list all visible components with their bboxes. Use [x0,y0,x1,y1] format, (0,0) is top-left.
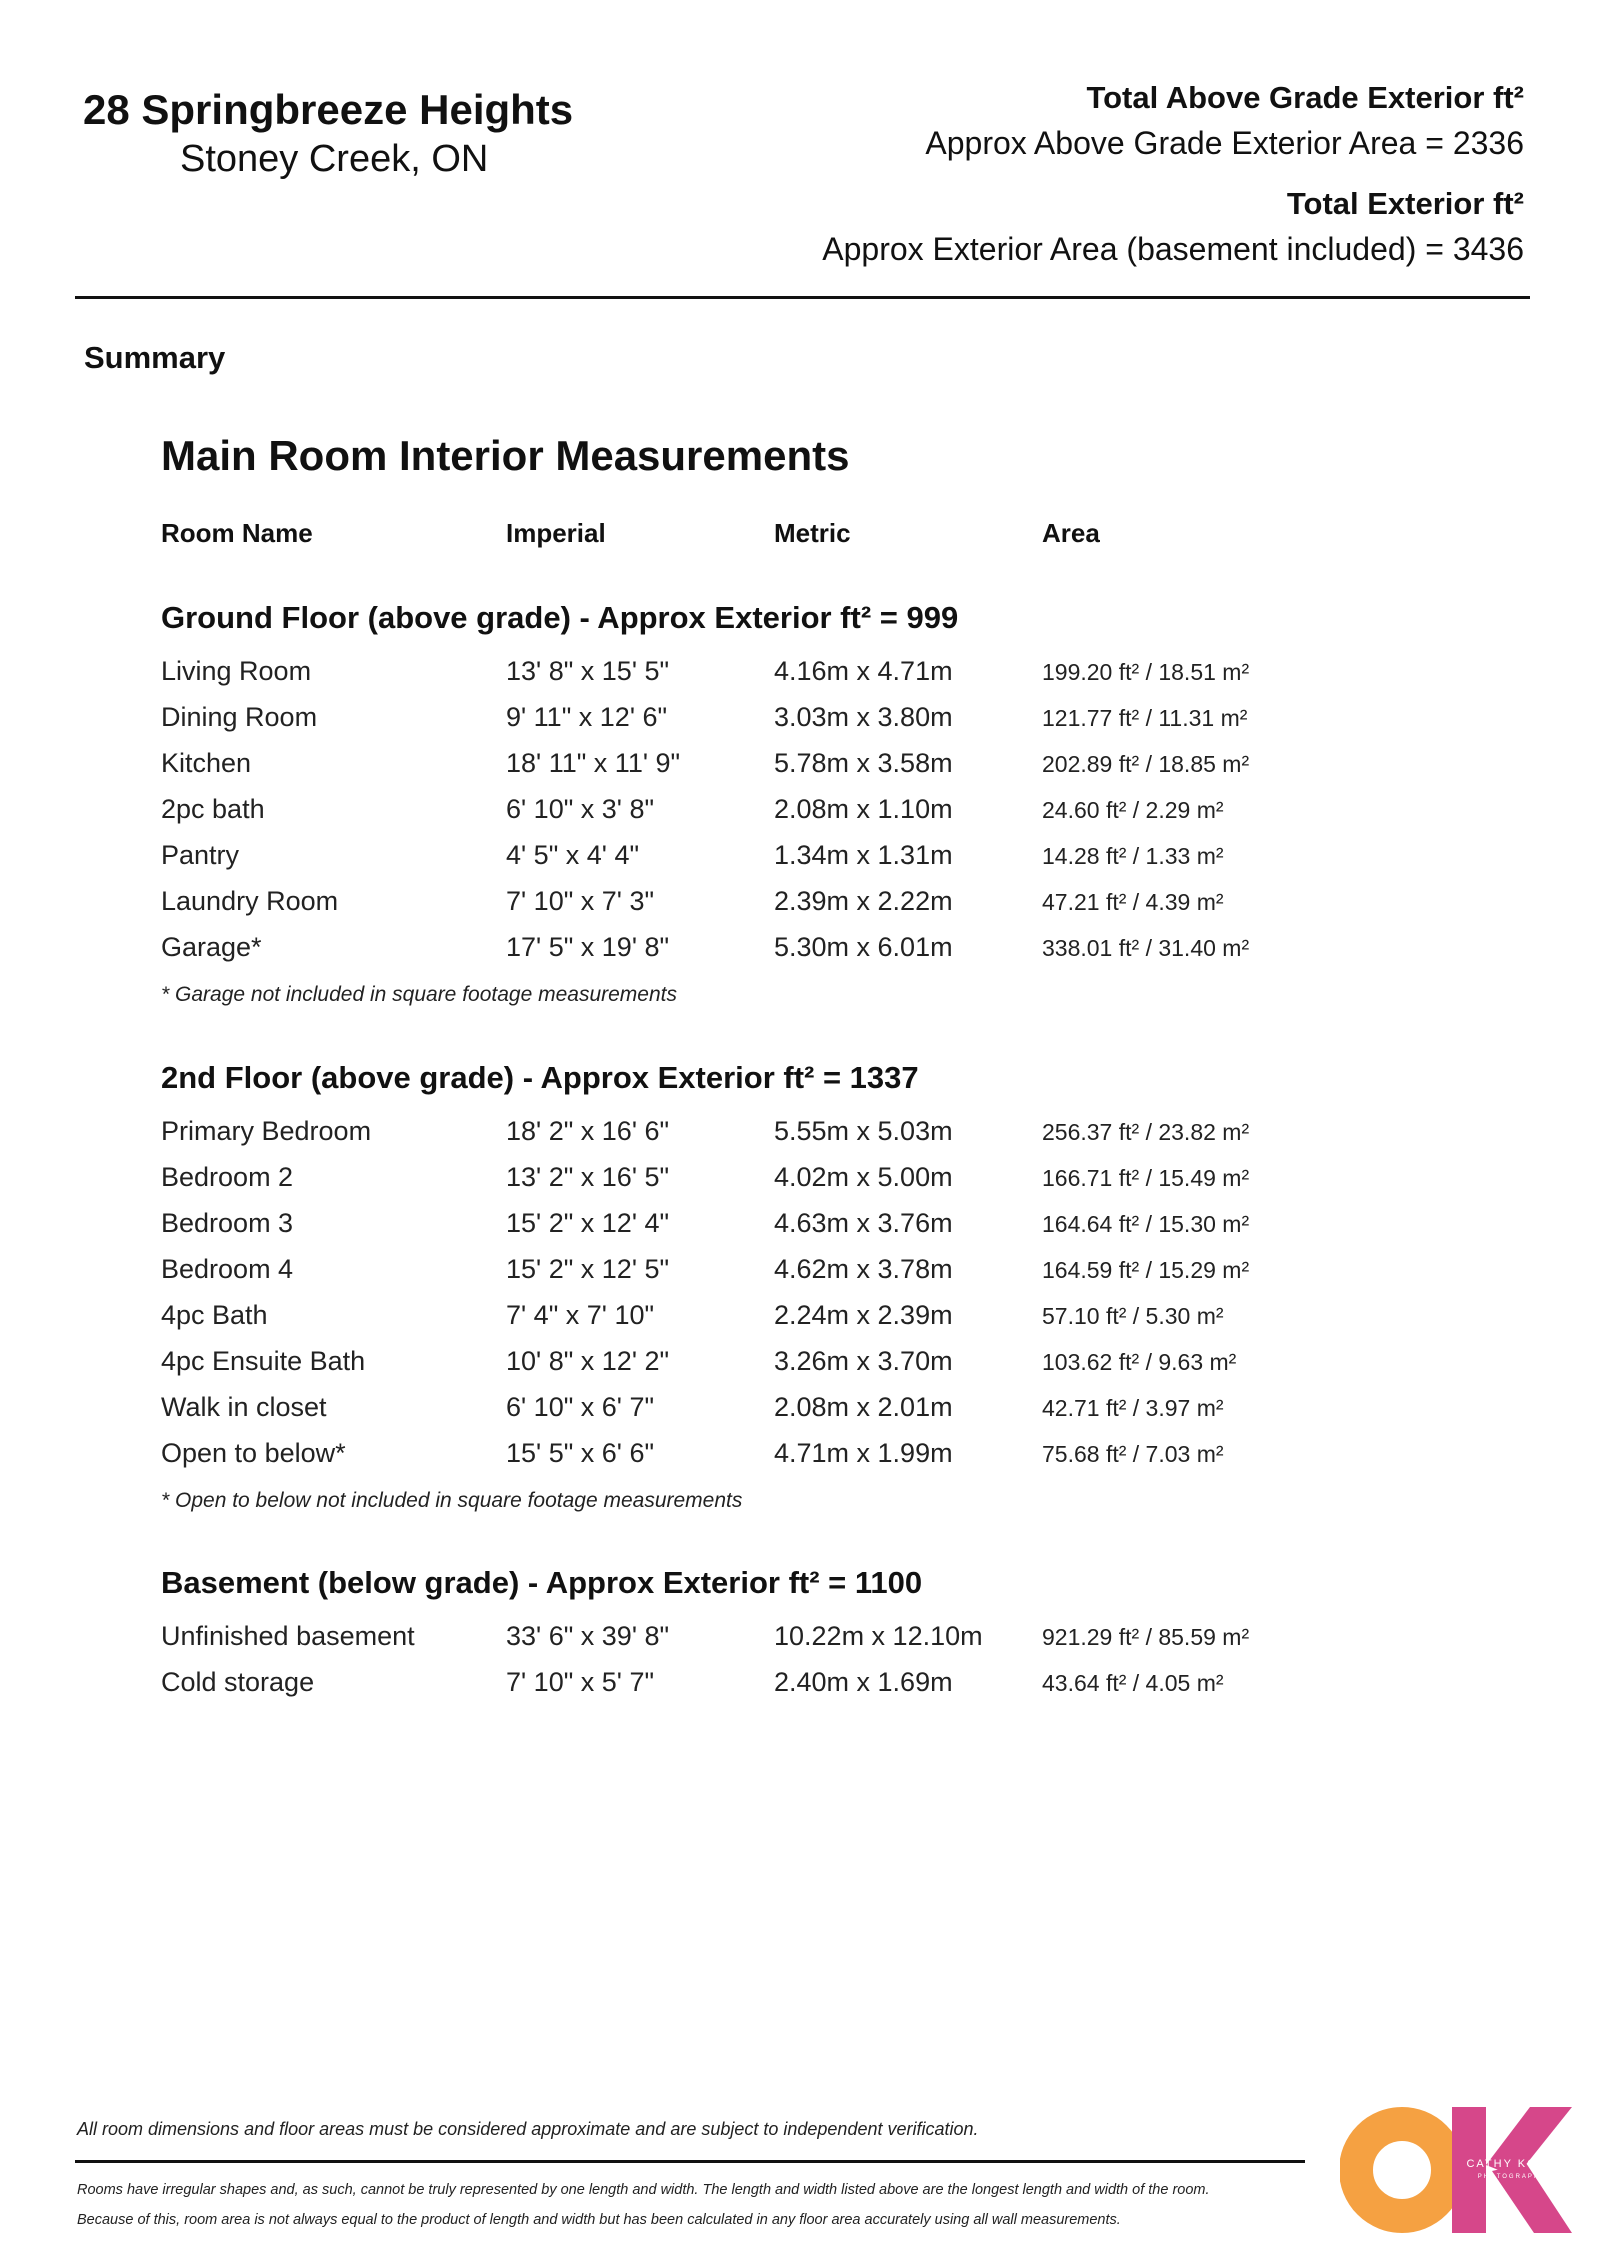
footer-divider [75,2160,1305,2163]
footer-disclaimer: All room dimensions and floor areas must be considered approximate and are subject to independent verification. [77,2119,979,2139]
logo-brand-sub: PHOTOGRAPHY [1477,2174,1547,2180]
footer-note-line-1: Rooms have irregular shapes and, as such, cannot be truly represented by one length and width. The length and width listed above are the longest length and width of the room. [77,2182,1210,2198]
room-imperial: 7' 10" x 7' 3" [506,886,655,916]
section-title: Ground Floor (above grade) - Approx Exterior ft² = 999 [161,600,959,635]
table-row [0,1254,1600,1294]
main-title: Main Room Interior Measurements [161,432,850,479]
table-row [0,794,1600,834]
room-area: 103.62 ft² / 9.63 m² [1042,1349,1237,1375]
room-area: 42.71 ft² / 3.97 m² [1042,1395,1224,1421]
room-area: 24.60 ft² / 2.29 m² [1042,797,1224,823]
table-row [0,1621,1600,1661]
room-metric: 4.71m x 1.99m [774,1438,953,1468]
col-header-area: Area [1042,518,1100,548]
table-row [0,702,1600,742]
table-row [0,1116,1600,1156]
section-title: 2nd Floor (above grade) - Approx Exterior ft² = 1337 [161,1060,919,1095]
room-name: Laundry Room [161,886,339,916]
room-imperial: 4' 5" x 4' 4" [506,840,640,870]
room-metric: 2.08m x 1.10m [774,794,953,824]
logo-letter-o [1356,2124,1448,2216]
room-imperial: 17' 5" x 19' 8" [506,932,670,962]
room-imperial: 7' 10" x 5' 7" [506,1667,655,1697]
room-name: Bedroom 4 [161,1254,294,1284]
table-row [0,1667,1600,1707]
room-metric: 2.40m x 1.69m [774,1667,953,1697]
room-imperial: 6' 10" x 6' 7" [506,1392,655,1422]
section-footnote: * Open to below not included in square footage measurements [161,1489,743,1512]
table-row [0,1346,1600,1386]
logo-brand-name: CATHY KOOP [1466,2158,1558,2170]
table-row [0,1300,1600,1340]
table-row [0,656,1600,696]
table-row [0,1162,1600,1202]
room-area: 338.01 ft² / 31.40 m² [1042,935,1250,961]
room-area: 57.10 ft² / 5.30 m² [1042,1303,1224,1329]
total-exterior-value: Approx Exterior Area (basement included) = 3436 [822,231,1524,267]
summary-label: Summary [84,340,226,375]
room-area: 43.64 ft² / 4.05 m² [1042,1670,1224,1696]
room-name: Open to below* [161,1438,346,1468]
room-imperial: 18' 11" x 11' 9" [506,748,681,778]
room-area: 121.77 ft² / 11.31 m² [1042,705,1248,731]
room-imperial: 15' 2" x 12' 5" [506,1254,670,1284]
room-imperial: 9' 11" x 12' 6" [506,702,668,732]
table-row [0,748,1600,788]
room-name: 4pc Ensuite Bath [161,1346,366,1376]
room-metric: 5.78m x 3.58m [774,748,953,778]
room-name: Kitchen [161,748,252,778]
col-header-imperial: Imperial [506,518,606,548]
above-grade-heading: Total Above Grade Exterior ft² [1086,80,1524,115]
section-footnote: * Garage not included in square footage measurements [161,983,677,1006]
room-imperial: 15' 2" x 12' 4" [506,1208,670,1238]
room-metric: 4.63m x 3.76m [774,1208,953,1238]
room-imperial: 6' 10" x 3' 8" [506,794,655,824]
room-metric: 4.16m x 4.71m [774,656,953,686]
col-header-room: Room Name [161,518,313,548]
room-name: Bedroom 2 [161,1162,294,1192]
room-metric: 5.30m x 6.01m [774,932,953,962]
room-name: 2pc bath [161,794,265,824]
table-row [0,932,1600,972]
room-area: 75.68 ft² / 7.03 m² [1042,1441,1224,1467]
room-imperial: 33' 6" x 39' 8" [506,1621,670,1651]
footer-note-line-2: Because of this, room area is not always equal to the product of length and width but has been calculated in any floor area accurately using all wall measurements. [77,2212,1121,2228]
room-area: 164.64 ft² / 15.30 m² [1042,1211,1250,1237]
room-area: 14.28 ft² / 1.33 m² [1042,843,1224,869]
room-name: Walk in closet [161,1392,327,1422]
table-row [0,886,1600,926]
brand-logo [1340,2105,1575,2235]
room-metric: 2.39m x 2.22m [774,886,953,916]
room-metric: 3.03m x 3.80m [774,702,953,732]
room-metric: 4.62m x 3.78m [774,1254,953,1284]
room-imperial: 13' 2" x 16' 5" [506,1162,670,1192]
room-imperial: 7' 4" x 7' 10" [506,1300,655,1330]
room-area: 256.37 ft² / 23.82 m² [1042,1119,1250,1145]
room-area: 202.89 ft² / 18.85 m² [1042,751,1250,777]
room-area: 199.20 ft² / 18.51 m² [1042,659,1250,685]
room-imperial: 18' 2" x 16' 6" [506,1116,670,1146]
room-metric: 10.22m x 12.10m [774,1621,983,1651]
header-divider [75,296,1530,299]
room-area: 166.71 ft² / 15.49 m² [1042,1165,1250,1191]
room-name: Cold storage [161,1667,315,1697]
address-city: Stoney Creek, ON [180,138,489,180]
table-row [0,1208,1600,1248]
room-metric: 2.24m x 2.39m [774,1300,953,1330]
above-grade-value: Approx Above Grade Exterior Area = 2336 [925,125,1524,161]
table-row [0,840,1600,880]
total-exterior-heading: Total Exterior ft² [1286,186,1524,221]
room-metric: 2.08m x 2.01m [774,1392,953,1422]
room-imperial: 15' 5" x 6' 6" [506,1438,655,1468]
logo-letter-k-stem [1452,2107,1486,2233]
address-title: 28 Springbreeze Heights [83,86,574,133]
room-imperial: 10' 8" x 12' 2" [506,1346,670,1376]
table-row [0,1438,1600,1478]
room-name: 4pc Bath [161,1300,268,1330]
room-metric: 5.55m x 5.03m [774,1116,953,1146]
room-area: 921.29 ft² / 85.59 m² [1042,1624,1250,1650]
room-name: Pantry [161,840,240,870]
room-area: 47.21 ft² / 4.39 m² [1042,889,1224,915]
col-header-metric: Metric [774,518,851,548]
room-area: 164.59 ft² / 15.29 m² [1042,1257,1250,1283]
room-name: Garage* [161,932,262,962]
table-row [0,1392,1600,1432]
room-name: Bedroom 3 [161,1208,294,1238]
room-name: Unfinished basement [161,1621,415,1651]
room-name: Primary Bedroom [161,1116,372,1146]
room-name: Dining Room [161,702,318,732]
room-name: Living Room [161,656,312,686]
section-title: Basement (below grade) - Approx Exterior ft² = 1100 [161,1565,923,1600]
room-metric: 3.26m x 3.70m [774,1346,953,1376]
room-metric: 4.02m x 5.00m [774,1162,953,1192]
room-metric: 1.34m x 1.31m [774,840,953,870]
room-imperial: 13' 8" x 15' 5" [506,656,670,686]
